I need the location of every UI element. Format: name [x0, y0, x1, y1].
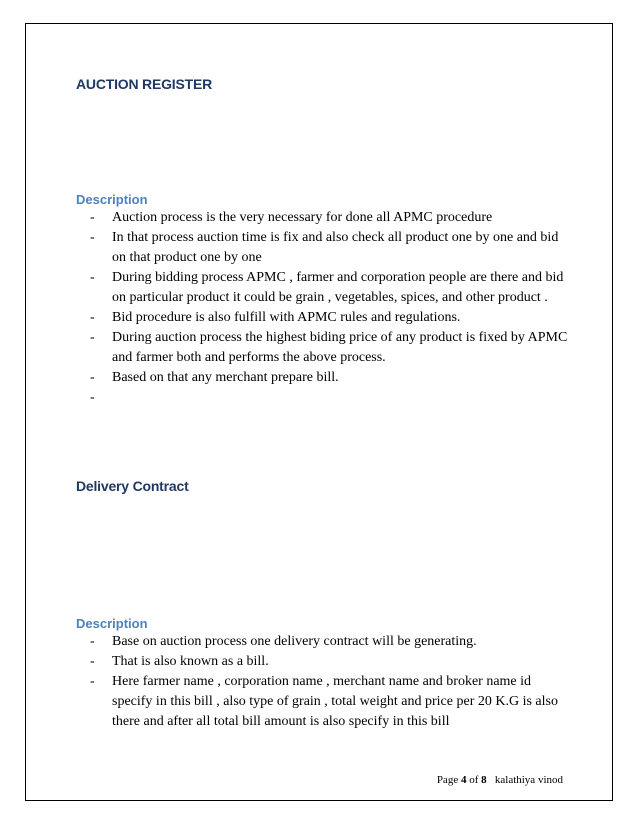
bullet-dash: - [90, 230, 95, 245]
list-item: - That is also known as a bill. [90, 652, 570, 672]
footer-total-pages: 8 [481, 774, 487, 786]
bullet-dash: - [90, 674, 95, 689]
bullet-dash: - [90, 210, 95, 225]
list-item: - During auction process the highest biding price of any product is fixed by APMC and farmer both and performs the above process. [90, 330, 568, 365]
section-title-delivery-contract: Delivery Contract [76, 478, 189, 494]
bullet-dash: - [90, 370, 95, 385]
page-footer [0, 774, 638, 786]
list-item: - Base on auction process one delivery contract will be generating. [90, 632, 570, 652]
bullet-dash: - [90, 654, 95, 669]
list-item: - In that process auction time is fix and also check all product one by one and bid on that product one by one [90, 230, 559, 265]
footer-author: kalathiya vinod [494, 774, 563, 786]
bullet-dash: - [90, 270, 95, 285]
list-item [90, 388, 570, 408]
list-item: - Auction process is the very necessary for done all APMC procedure [90, 208, 570, 228]
bullet-dash: - [90, 634, 95, 649]
bullet-dash: - [90, 310, 95, 325]
footer-page-number: 4 [460, 774, 467, 786]
section1-bullet-list [90, 208, 570, 408]
list-item: - Here farmer name , corporation name , merchant name and broker name id specify in this bill , also type of grain , total weight and price per 20 K.G is also there and after all total bill amount is also specify in this bill [90, 674, 558, 729]
footer-of-word: of [469, 774, 479, 786]
bullet-dash: - [90, 330, 95, 345]
list-item: - During bidding process APMC , farmer and corporation people are there and bid on particular product it could be grain , vegetables, spices, and other product . [90, 270, 564, 305]
list-item: - Based on that any merchant prepare bill. [90, 368, 570, 388]
section2-description-label: Description [76, 616, 148, 631]
section-title-auction-register: AUCTION REGISTER [76, 76, 213, 92]
footer-page-word: Page [436, 774, 459, 786]
section2-bullet-list [90, 632, 570, 732]
bullet-dash: - [90, 390, 95, 405]
section1-description-label: Description [76, 192, 148, 207]
list-item: - Bid procedure is also fulfill with APMC rules and regulations. [90, 308, 570, 328]
